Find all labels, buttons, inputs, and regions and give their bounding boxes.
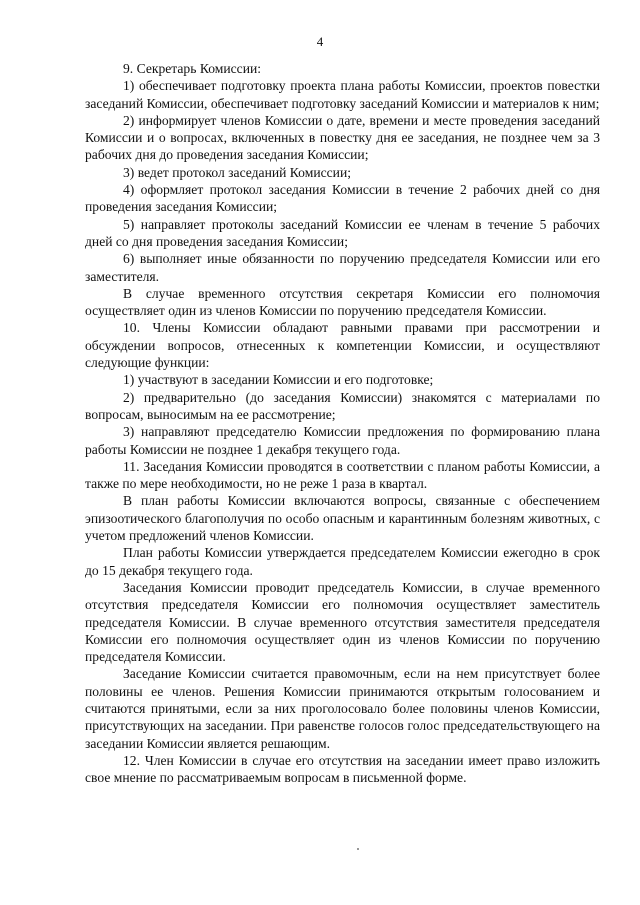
paragraph-item: 6) выполняет иные обязанности по поручению председателя Комиссии или его заместителя. [85,251,600,284]
section-12-paragraph: 12. Член Комиссии в случае его отсутствия на заседании имеет право изложить свое мнение по рассматриваемым вопросам в письменной форме. [85,752,600,786]
page-number: 4 [316,34,324,49]
scan-dot [357,848,359,850]
paragraph-item: 5) направляет протоколы заседаний Комиссии ее членам в течение 5 рабочих дней со дня проведения заседания Комиссии; [85,216,600,249]
section-10-paragraph: 10. Члены Комиссии обладают равными правами при рассмотрении и обсуждении вопросов, отнесенных к компетенции Комиссии, и осуществляют следующие функции: [85,320,600,371]
paragraph: План работы Комиссии утверждается председателем Комиссии ежегодно в срок до 15 декабря текущего года. [85,545,600,578]
paragraph-item: 1) участвуют в заседании Комиссии и его подготовке; [123,372,434,388]
paragraph-item: 3) направляют председателю Комиссии предложения по формированию плана работы Комиссии не позднее 1 декабря текущего года. [85,424,600,457]
paragraph-item: 3) ведет протокол заседаний Комиссии; [123,164,351,180]
section-9-heading: 9. Секретарь Комиссии: [123,61,262,76]
paragraph: В случае временного отсутствия секретаря Комиссии его полномочия осуществляет один из членов Комиссии по поручению председателя Комиссии. [85,285,600,319]
paragraph: Заседание Комиссии считается правомочным, если на нем присутствует более половины ее членов. Решения Комиссии принимаются открытым голосованием и считаются принятыми, если за них проголосовало более половины членов Комиссии, присутствующих на заседании. При равенстве голосов голос председательствующего на заседании Комиссии является решающим. [85,666,600,751]
paragraph-item: 4) оформляет протокол заседания Комиссии в течение 2 рабочих дней со дня проведения заседания Комиссии; [85,182,600,215]
paragraph-item: 1) обеспечивает подготовку проекта плана работы Комиссии, проектов повестки заседаний Комиссии, обеспечивает подготовку заседаний Комиссии и материалов к ним; [85,78,600,111]
paragraph-item: 2) предварительно (до заседания Комиссии) знакомятся с материалами по вопросам, выносимым на ее рассмотрение; [85,389,600,422]
document-body [85,60,600,786]
section-11-paragraph: 11. Заседания Комиссии проводятся в соответствии с планом работы Комиссии, а также по мере необходимости, но не реже 1 раза в квартал. [85,458,600,492]
paragraph: В план работы Комиссии включаются вопросы, связанные с обеспечением эпизоотического благополучия по особо опасным и карантинным болезням животных, с учетом предложений членов Комиссии. [85,493,600,544]
paragraph-item: 2) информирует членов Комиссии о дате, времени и месте проведения заседаний Комиссии и о вопросах, включенных в повестку дня ее заседания, не позднее чем за 3 рабочих дня до проведения заседания Комиссии; [85,112,600,163]
paragraph: Заседания Комиссии проводит председатель Комиссии, в случае временного отсутствия председателя Комиссии его полномочия осуществляет заместитель председателя Комиссии. В случае временного отсутствия заместителя председателя Комиссии его полномочия осуществляет один из членов Комиссии по поручению председателя Комиссии. [85,579,600,665]
